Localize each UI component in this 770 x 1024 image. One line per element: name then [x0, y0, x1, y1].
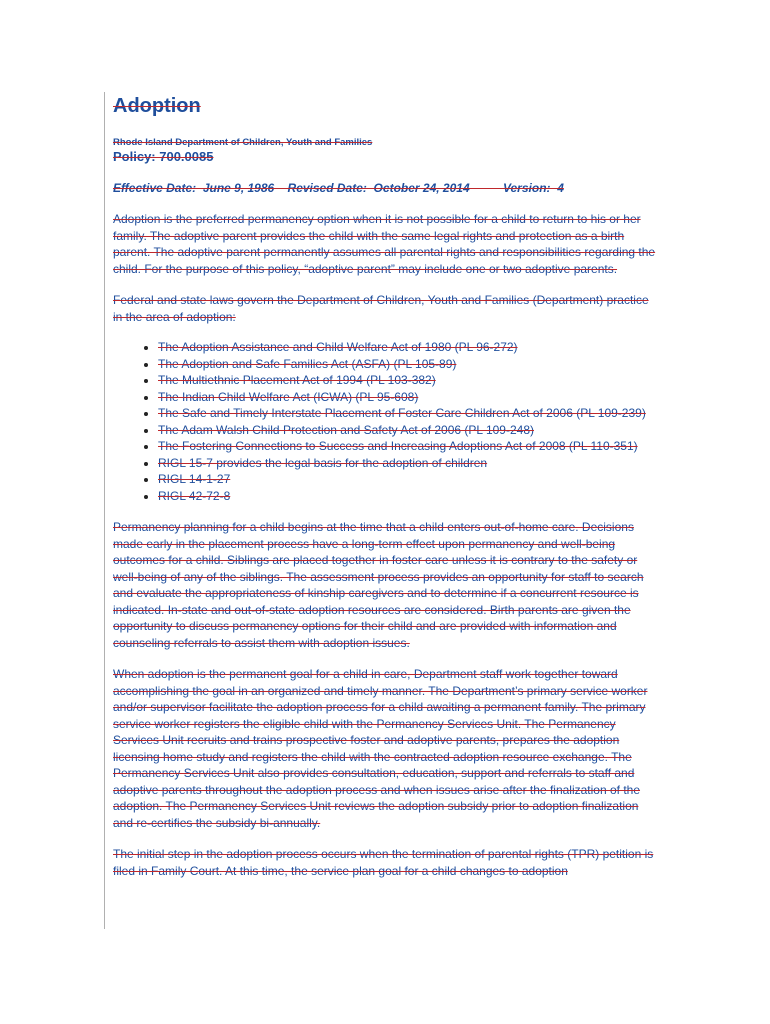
- list-item: • The Fostering Connections to Success and Increasing Adoptions Act of 2008 (PL 110-351): [158, 438, 658, 455]
- adoption-goal-paragraph: When adoption is the permanent goal for a child in care, Department staff work together toward accomplishing the goal in an organized and timely manner. The Department’s primary service worker and/or supervisor facilitate the adoption process for a child awaiting a permanent family. The primary service worker registers the eligible child with the Permanency Services Unit. The Permanency Services Unit recruits and trains prospective foster and adoptive parents, prepares the adoption licensing home study and registers the child with the contracted adoption resource exchange. The Permanency Services Unit also provides consultation, education, support and referrals to staff and adoptive parents throughout the adoption process and when issues arise after the finalization of the adoption. The Permanency Services Unit reviews the adoption subsidy prior to adoption finalization and re-certifies the subsidy bi-annually.: [113, 667, 648, 830]
- laws-list: [113, 339, 658, 504]
- intro-paragraph: Adoption is the preferred permanency option when it is not possible for a child to return to his or her family. The adoptive parent provides the child with the same legal rights and protection as a birth parent. The adoptive parent permanently assumes all parental rights and responsibilities regarding the child. For the purpose of this policy, “adoptive parent” may include one or two adoptive parents.: [113, 212, 656, 276]
- agency-name: Rhode Island Department of Children, Youth and Families: [113, 137, 373, 148]
- list-item: • The Adoption and Safe Families Act (ASFA) (PL 105-89): [158, 356, 658, 373]
- permanency-planning-paragraph: Permanency planning for a child begins at the time that a child enters out-of-home care. Decisions made early in the placement process have a long-term effect upon permanency and well-being outcomes for a child. Siblings are placed together in foster care unless it is contrary to the safety or well-being of any of the siblings. The assessment process provides an opportunity for staff to search and evaluate the appropriateness of kinship caregivers and to determine if a concurrent resource is indicated. In-state and out-of-state adoption resources are considered. Birth parents are given the opportunity to discuss permanency options for their child and are provided with information and counseling referrals to assist them with adoption issues.: [113, 520, 644, 650]
- list-item: • The Adam Walsh Child Protection and Safety Act of 2006 (PL 109-248): [158, 422, 658, 439]
- dates-line: Effective Date: June 9, 1986 Revised Date: October 24, 2014 Version: 4: [113, 181, 564, 195]
- list-item: • The Safe and Timely Interstate Placement of Foster Care Children Act of 2006 (PL 109-239): [158, 405, 658, 422]
- list-item: • The Indian Child Welfare Act (ICWA) (PL 95-608): [158, 389, 658, 406]
- list-item: • RIGL 15-7 provides the legal basis for the adoption of children: [158, 455, 658, 472]
- laws-intro-paragraph: Federal and state laws govern the Department of Children, Youth and Families (Department) practice in the area of adoption:: [113, 293, 649, 324]
- policy-document: [113, 93, 658, 879]
- list-item: • The Adoption Assistance and Child Welfare Act of 1980 (PL 96-272): [158, 339, 658, 356]
- document-title: Adoption: [113, 95, 201, 117]
- policy-number: Policy: 700.0085: [113, 149, 214, 164]
- list-item: • RIGL 42-72-8: [158, 488, 658, 505]
- revision-bar: [104, 92, 105, 929]
- initial-step-paragraph: The initial step in the adoption process occurs when the termination of parental rights (TPR) petition is filed in Family Court. At this time, the service plan goal for a child changes to adoption: [113, 847, 654, 878]
- list-item: • The Multiethnic Placement Act of 1994 (PL 103-382): [158, 372, 658, 389]
- list-item: • RIGL 14-1-27: [158, 471, 658, 488]
